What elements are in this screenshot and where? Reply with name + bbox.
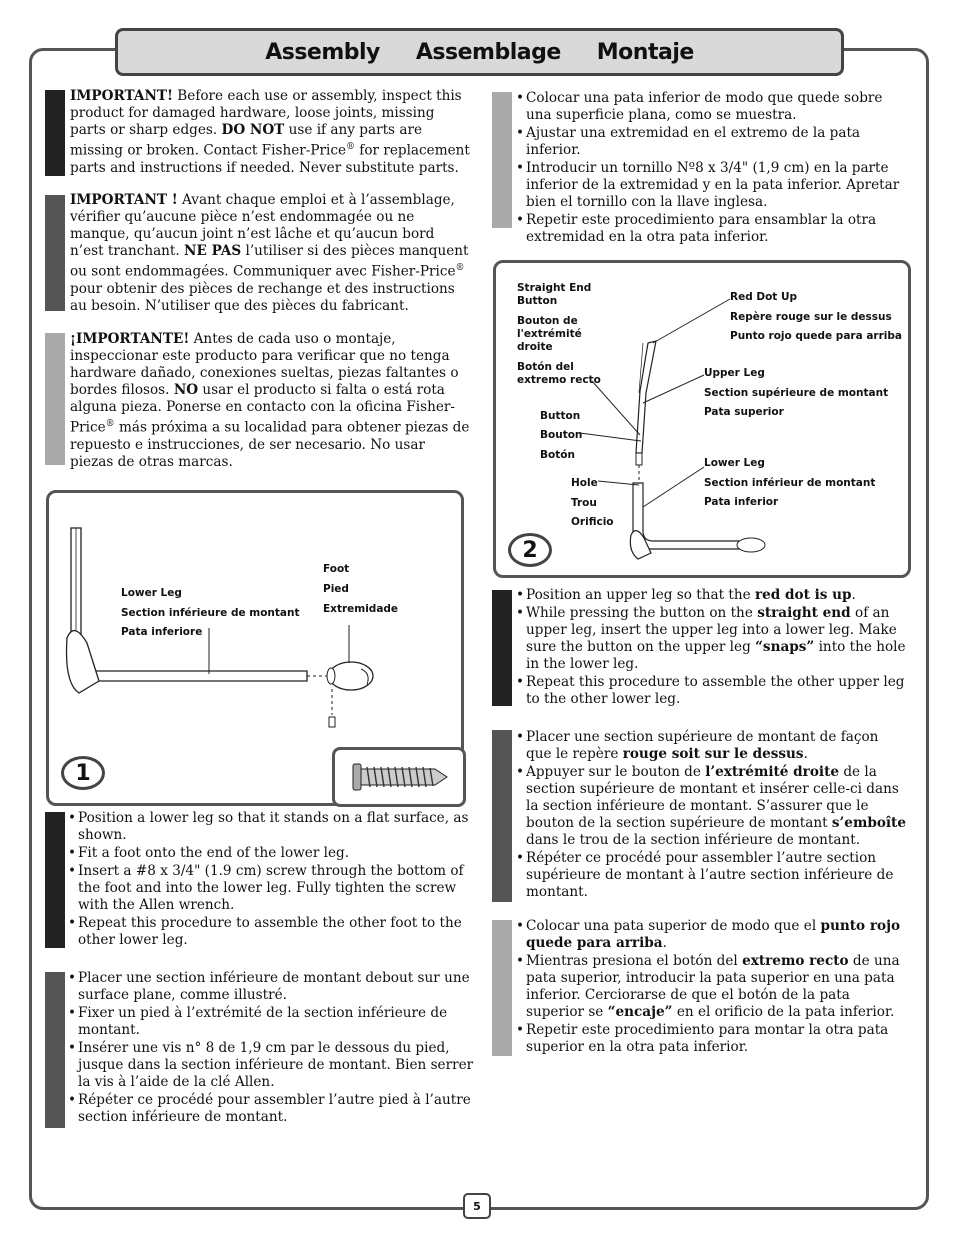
step2-en-item: • Repeat this procedure to assemble the other upper leg to the other lower leg. <box>516 674 908 708</box>
lang-bar-step1-en <box>45 812 65 948</box>
fig2-hole-fr: Trou <box>571 497 597 509</box>
step2-es-item: • Mientras presiona el botón del extremo recto de una pata superior, introducir la pata superior en una pata inferior. Cerciorarse de que el botón de la pata superior se “encaje” en el orificio de la pata inferior. <box>516 953 908 1021</box>
fig1-lower-leg-es: Pata inferiore <box>121 626 203 638</box>
important-en: IMPORTANT! Before each use or assembly, inspect this product for damaged hardware, loose joints, missing parts or sharp edges. DO NOT use if any parts are missing or broken. Contact Fisher-Price® for replacement parts and instructions if needed. Never substitute parts. <box>70 88 470 176</box>
fig2-red-dot-es: Punto rojo quede para arriba <box>730 330 902 342</box>
fig2-straight-end-es1: Botón del <box>517 361 574 373</box>
step2-es <box>516 918 908 1057</box>
important-fr: IMPORTANT ! Avant chaque emploi et à l’assemblage, vérifier qu’aucune pièce n’est endommagée ou ne manque, qu’aucun joint n’est lâche et qu’aucun bord n’est tranchant. NE PAS l’utiliser si des pièces manquent ou sont endommagées. Communiquer avec Fisher-Price® pour obtenir des pièces de rechange et des instructions au besoin. N’utiliser que des pièces du fabricant. <box>70 192 469 314</box>
screw-inset <box>332 747 466 807</box>
lang-bar-step1-es <box>492 92 512 228</box>
fig2-straight-end-fr2: l'extrémité <box>517 328 582 340</box>
title-fr: Assemblage <box>415 39 561 65</box>
lang-bar-step2-fr <box>492 730 512 902</box>
step1-en-item: • Repeat this procedure to assemble the other foot to the other lower leg. <box>68 915 473 949</box>
step2-en <box>516 587 908 709</box>
fig2-red-dot-fr: Repère rouge sur le dessus <box>730 311 892 323</box>
screw-icon <box>335 750 463 804</box>
section-banner <box>115 28 844 76</box>
fig2-hole-es: Orificio <box>571 516 614 528</box>
step2-es-item: • Repetir este procedimiento para montar la otra pata superior en la otra pata inferior. <box>516 1022 908 1056</box>
step2-fr <box>516 729 908 902</box>
step1-es <box>516 90 912 247</box>
lang-bar-en <box>45 90 65 176</box>
fig2-lower-leg-fr: Section inférieur de montant <box>704 477 876 489</box>
fig2-upper-leg-fr: Section supérieure de montant <box>704 387 889 399</box>
figure-1-panel <box>46 490 464 806</box>
fig2-red-dot-en: Red Dot Up <box>730 291 798 303</box>
step1-fr <box>68 970 480 1127</box>
fig2-straight-end-fr3: droite <box>517 341 553 353</box>
step2-fr-item: • Répéter ce procédé pour assembler l’autre section supérieure de montant à l’autre section inférieure de montant. <box>516 850 908 901</box>
title-en: Assembly <box>265 39 380 65</box>
fig2-straight-end-es2: extremo recto <box>517 374 601 386</box>
fig2-straight-end-fr1: Bouton de <box>517 315 578 327</box>
fig2-lower-leg-es: Pata inferior <box>704 496 779 508</box>
step1-es-item: • Introducir un tornillo Nº8 x 3/4" (1,9 cm) en la parte inferior de la extremidad y en la pata inferior. Apretar bien el tornillo con la llave inglesa. <box>516 160 912 211</box>
fig2-straight-end-en: Straight End <box>517 282 592 294</box>
step2-fr-item: • Appuyer sur le bouton de l’extrémité droite de la section supérieure de montant et insérer celle-ci dans la section inférieure de montant. S’assurer que le bouton de la section supérieure de montant s’emboîte dans le trou de la section inférieure de montant. <box>516 764 908 849</box>
lang-bar-fr <box>45 195 65 311</box>
lang-bar-es <box>45 333 65 465</box>
fig2-straight-end-en2: Button <box>517 295 558 307</box>
important-es: ¡IMPORTANTE! Antes de cada uso o montaje, inspeccionar este producto para verificar que no tenga hardware dañado, conexiones sueltas, piezas faltantes o bordes filosos. NO usar el producto si falta o está rota alguna pieza. Ponerse en contacto con la oficina Fisher-Price® más próxima a su localidad para obtener piezas de repuesto e instrucciones, de ser necesario. No usar piezas de otras marcas. <box>70 331 470 470</box>
step1-en-item: • Position a lower leg so that it stands on a flat surface, as shown. <box>68 810 473 844</box>
step1-fr-item: • Fixer un pied à l’extrémité de la section inférieure de montant. <box>68 1005 480 1039</box>
fig1-lower-leg-fr: Section inférieure de montant <box>121 607 300 619</box>
fig1-foot-en: Foot <box>323 563 350 575</box>
fig2-button-fr: Bouton <box>540 429 583 441</box>
fig1-foot-fr: Pied <box>323 583 349 595</box>
step1-fr-item: • Répéter ce procédé pour assembler l’autre pied à l’autre section inférieure de montant. <box>68 1092 480 1126</box>
lang-bar-step1-fr <box>45 972 65 1128</box>
figure-2-number: 2 <box>508 533 552 567</box>
fig1-lower-leg-en: Lower Leg <box>121 587 182 599</box>
step1-en-item: • Fit a foot onto the end of the lower leg. <box>68 845 473 862</box>
figure-2-panel <box>493 260 911 578</box>
step1-es-item: • Colocar una pata inferior de modo que quede sobre una superficie plana, como se muestra. <box>516 90 912 124</box>
lang-bar-step2-es <box>492 920 512 1056</box>
step1-es-item: • Ajustar una extremidad en el extremo de la pata inferior. <box>516 125 912 159</box>
title-es: Montaje <box>596 39 694 65</box>
step1-en <box>68 810 473 950</box>
step2-en-item: • While pressing the button on the straight end of an upper leg, insert the upper leg into a lower leg. Make sure the button on the upper leg “snaps” into the hole in the lower leg. <box>516 605 908 673</box>
page-number: 5 <box>463 1193 491 1219</box>
step2-en-item: • Position an upper leg so that the red dot is up. <box>516 587 908 604</box>
step1-en-item: • Insert a #8 x 3/4" (1.9 cm) screw through the bottom of the foot and into the lower leg. Fully tighten the screw with the Allen wrench. <box>68 863 473 914</box>
step1-es-item: • Repetir este procedimiento para ensamblar la otra extremidad en la otra pata inferior. <box>516 212 912 246</box>
fig2-button-en: Button <box>540 410 581 422</box>
fig2-lower-leg-en: Lower Leg <box>704 457 765 469</box>
step1-fr-item: • Placer une section inférieure de montant debout sur une surface plane, comme illustré. <box>68 970 480 1004</box>
figure-1-number: 1 <box>61 756 105 790</box>
step1-fr-item: • Insérer une vis n° 8 de 1,9 cm par le dessous du pied, jusque dans la section inférieure de montant. Bien serrer la vis à l’aide de la clé Allen. <box>68 1040 480 1091</box>
fig2-upper-leg-en: Upper Leg <box>704 367 765 379</box>
fig2-button-es: Botón <box>540 449 575 461</box>
step2-fr-item: • Placer une section supérieure de montant de façon que le repère rouge soit sur le dessus. <box>516 729 908 763</box>
fig2-upper-leg-es: Pata superior <box>704 406 784 418</box>
fig2-hole-en: Hole <box>571 477 598 489</box>
step2-es-item: • Colocar una pata superior de modo que el punto rojo quede para arriba. <box>516 918 908 952</box>
fig1-foot-es: Extremidade <box>323 603 399 615</box>
lang-bar-step2-en <box>492 590 512 706</box>
